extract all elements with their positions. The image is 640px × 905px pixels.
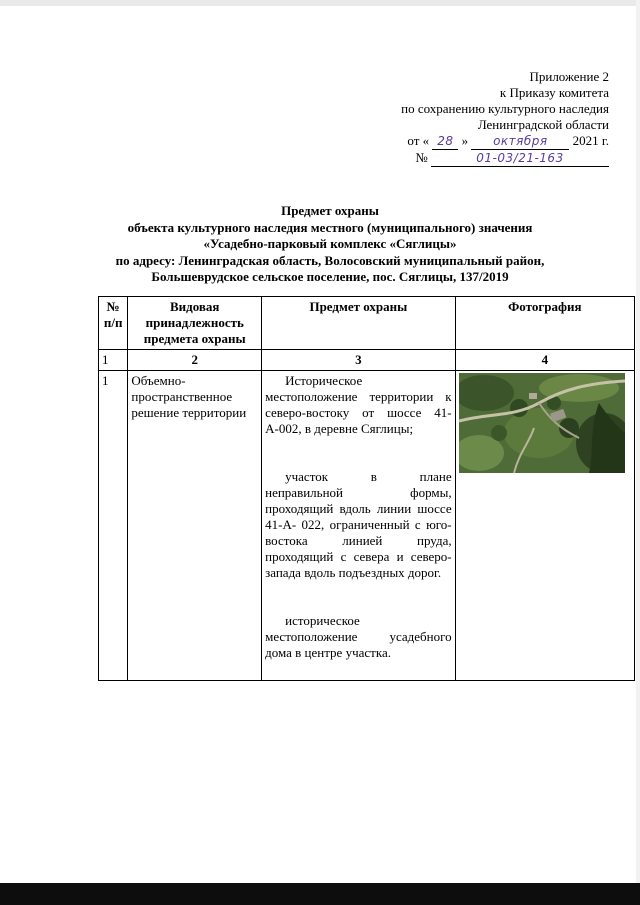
date-mid: »	[461, 133, 469, 148]
document-title	[60, 203, 600, 286]
date-month-handwritten: октября	[493, 134, 548, 148]
header-subject: Предмет охраны	[262, 297, 456, 350]
date-day-handwritten: 28	[437, 134, 454, 148]
number-field	[431, 150, 609, 167]
row-type: Объемно-пространственное решение территории	[128, 371, 262, 681]
title-line-1: Предмет охраны	[281, 203, 379, 218]
number-line	[279, 150, 609, 167]
table-header-row	[99, 297, 635, 350]
number-prefix: №	[415, 150, 428, 165]
date-prefix: от «	[407, 133, 430, 148]
table-index-row	[99, 350, 635, 371]
header-photo: Фотография	[455, 297, 634, 350]
appendix-label: Приложение 2	[529, 69, 609, 84]
index-cell: 4	[455, 350, 634, 371]
row-num: 1	[99, 371, 128, 681]
committee-label: по сохранению культурного наследия	[401, 101, 609, 116]
row-photo	[455, 371, 634, 681]
date-year: 2021 г.	[572, 133, 609, 148]
scan-right-edge	[636, 0, 640, 883]
index-cell: 2	[128, 350, 262, 371]
date-line	[279, 133, 609, 150]
title-line-3: «Усадебно-парковый комплекс «Сяглицы»	[203, 236, 457, 251]
row-subject	[262, 371, 456, 681]
date-month-field	[471, 133, 569, 150]
to-order-label: к Приказу комитета	[499, 85, 609, 100]
number-handwritten: 01-03/21-163	[476, 151, 564, 165]
scan-bottom-edge	[0, 883, 640, 905]
index-cell: 3	[262, 350, 456, 371]
appendix-header	[279, 69, 609, 167]
protection-subject-table	[98, 296, 635, 681]
index-cell: 1	[99, 350, 128, 371]
scan-top-edge	[0, 0, 640, 6]
table-row	[99, 371, 635, 681]
title-line-4: по адресу: Ленинградская область, Волосовский муниципальный район,	[115, 252, 545, 268]
date-day-field	[432, 133, 458, 150]
subject-paragraph-2: участок в плане неправильной формы, проходящий вдоль линии шоссе 41-А- 022, ограниченный с юго-востока линией пруда, проходящий с севера и северо-запада вдоль подъездных дорог.	[265, 469, 452, 580]
header-type: Видовая принадлежность предмета охраны	[128, 297, 262, 350]
subject-paragraph-1: Историческое местоположение территории к северо-востоку от шоссе 41-А-002, в деревне Сяглицы;	[265, 373, 452, 436]
header-num: № п/п	[99, 297, 128, 350]
region-label: Ленинградской области	[477, 117, 609, 132]
title-line-5: Большеврудское сельское поселение, пос. Сяглицы, 137/2019	[151, 269, 509, 284]
title-line-2: объекта культурного наследия местного (муниципального) значения	[127, 219, 533, 235]
subject-paragraph-3: историческое местоположение усадебного дома в центре участка.	[265, 613, 452, 660]
aerial-photo	[459, 373, 625, 473]
